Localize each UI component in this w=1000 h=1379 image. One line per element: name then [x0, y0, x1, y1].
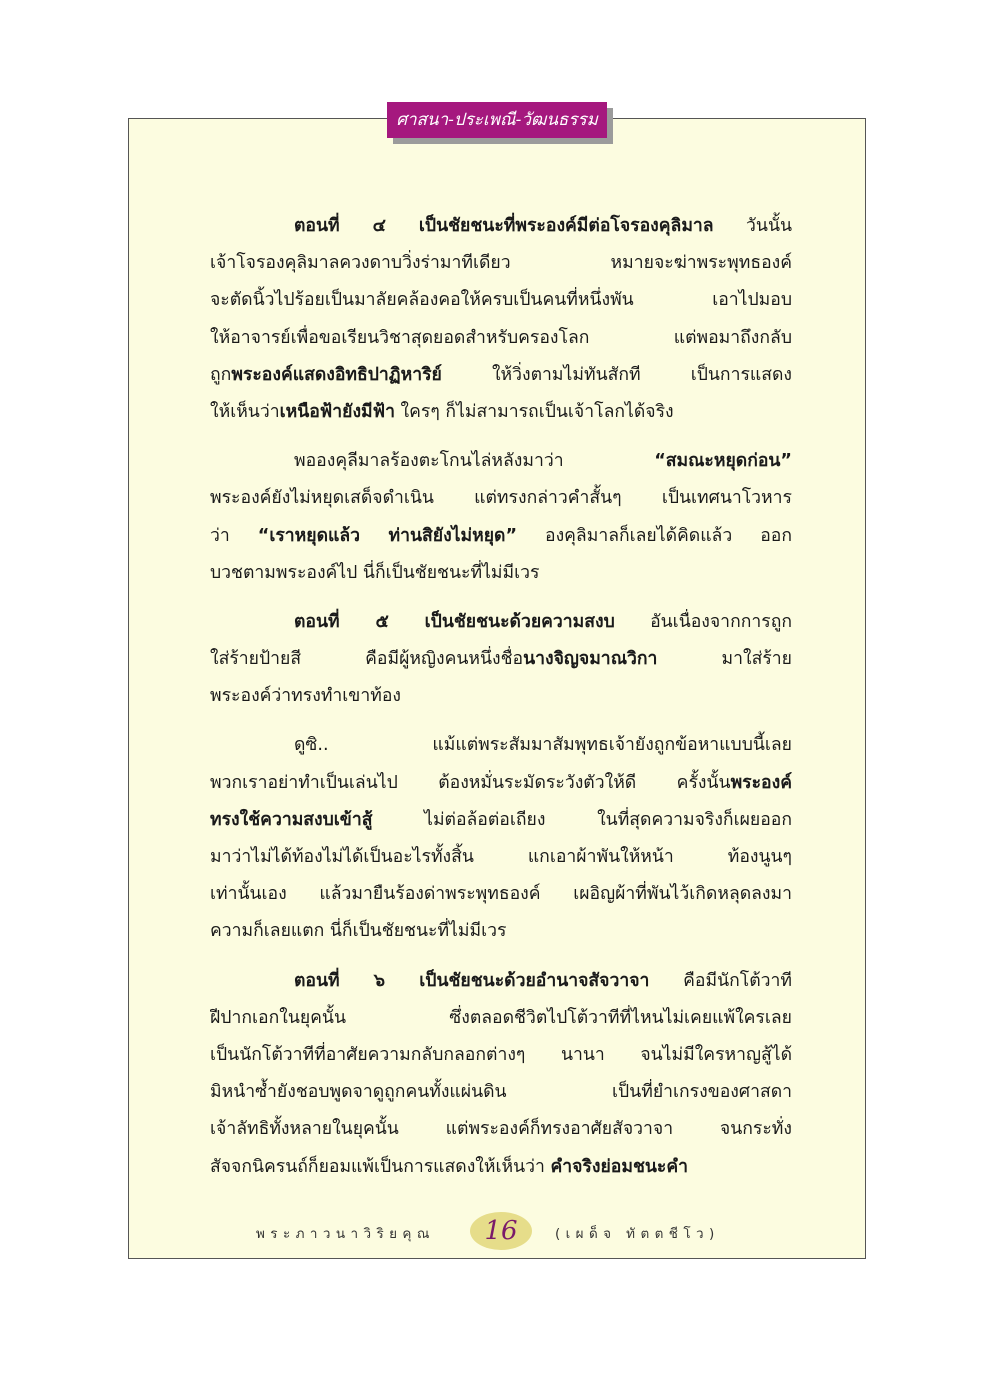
text-line: [210, 839, 792, 876]
text-segment: เท่านั้นเอง แล้วมายืนร้องด่าพระพุทธองค์ เผอิญผ้าที่พันไว้เกิดหลุดลงมา: [210, 884, 792, 905]
text-segment: ใครๆ ก็ไม่สามารถเป็นเจ้าโลกได้จริง: [394, 401, 674, 422]
text-segment: พวกเราอย่าทำเป็นเล่นไป ต้องหมั่นระมัดระวังตัวให้ดี ครั้งนั้น: [210, 772, 731, 793]
text-segment: วันนั้น: [713, 216, 792, 236]
text-segment: ใส่ร้ายป้ายสี คือมีผู้หญิงคนหนึ่งชื่อ: [210, 649, 524, 670]
text-segment: พอองคุลีมาลร้องตะโกนไล่หลังมาว่า: [294, 451, 655, 472]
text-segment: เจ้าโจรองคุลิมาลควงดาบวิ่งร่ามาทีเดียว หมายจะฆ่าพระพุทธองค์: [210, 253, 792, 274]
bold-phrase: นางจิญจมาณวิกา: [523, 649, 658, 670]
text-segment: ให้วิ่งตามไม่ทันสักที เป็นการแสดง: [441, 364, 792, 385]
paragraph: [210, 443, 792, 592]
text-segment: องคุลิมาลก็เลยได้คิดแล้ว ออก: [517, 525, 792, 546]
text-line: [210, 604, 792, 641]
bold-phrase: พระองค์: [730, 772, 792, 793]
text-segment: จะตัดนิ้วไปร้อยเป็นมาลัยคล้องคอให้ครบเป็นคนที่หนึ่งพัน เอาไปมอบ: [210, 290, 792, 311]
text-segment: เจ้าลัทธิทั้งหลายในยุคนั้น แต่พระองค์ก็ทรงอาศัยสัจวาจา จนกระทั่ง: [210, 1119, 792, 1140]
bold-phrase: ตอนที่ ๔ เป็นชัยชนะที่พระองค์มีต่อโจรองคุลิมาล: [294, 216, 714, 236]
bold-phrase: “เราหยุดแล้ว ท่านสิยังไม่หยุด”: [257, 525, 518, 546]
bold-phrase: เหนือฟ้ายังมีฟ้า: [279, 401, 395, 422]
text-segment: สัจจกนิครนถ์ก็ยอมแพ้เป็นการแสดงให้เห็นว่า: [210, 1156, 551, 1177]
body-text: [210, 208, 792, 1198]
text-line: [210, 963, 792, 1000]
text-segment: เป็นนักโต้วาทีที่อาศัยความกลับกลอกต่างๆ นานา จนไม่มีใครหาญสู้ได้: [210, 1044, 792, 1065]
text-line: [210, 1111, 792, 1148]
paragraph: [210, 963, 792, 1186]
text-segment: มาใส่ร้าย: [657, 649, 792, 670]
text-line: [210, 443, 792, 480]
paragraph: [210, 208, 792, 431]
text-line: [210, 245, 792, 282]
text-line: [210, 518, 792, 555]
text-line: [210, 876, 792, 913]
text-line: [210, 765, 792, 802]
text-segment: ว่า: [210, 525, 258, 546]
bold-phrase: ตอนที่ ๕ เป็นชัยชนะด้วยความสงบ: [294, 611, 615, 632]
text-line: [210, 913, 792, 950]
text-line: [210, 1037, 792, 1074]
bold-phrase: คำจริงย่อมชนะคำ: [550, 1156, 689, 1177]
text-line: [210, 1074, 792, 1111]
bold-phrase: ตอนที่ ๖ เป็นชัยชนะด้วยอำนาจสัจวาจา: [294, 970, 650, 991]
page-number: 16: [484, 1216, 518, 1246]
text-line: [210, 1000, 792, 1037]
text-segment: ฝีปากเอกในยุคนั้น ซึ่งตลอดชีวิตไปโต้วาทีที่ไหนไม่เคยแพ้ใครเลย: [210, 1007, 792, 1028]
text-segment: บวชตามพระองค์ไป นี่ก็เป็นชัยชนะที่ไม่มีเวร: [210, 562, 540, 583]
text-segment: พระองค์ยังไม่หยุดเสด็จดำเนิน แต่ทรงกล่าวคำสั้นๆ เป็นเทศนาโวหาร: [210, 488, 792, 509]
footer-author: พระภาวนาวิริยคุณ: [256, 1226, 435, 1242]
text-line: [210, 208, 792, 245]
section-title: ศาสนา-ประเพณี-วัฒนธรรม: [396, 110, 598, 130]
text-segment: มิหนำซ้ำยังชอบพูดจาดูถูกคนทั้งแผ่นดิน เป็นที่ยำเกรงของศาสดา: [210, 1082, 792, 1103]
text-line: [210, 357, 792, 394]
text-segment: ความก็เลยแตก นี่ก็เป็นชัยชนะที่ไม่มีเวร: [210, 921, 507, 942]
text-segment: ดูซิ.. แม้แต่พระสัมมาสัมพุทธเจ้ายังถูกข้อหาแบบนี้เลย: [294, 735, 792, 756]
bold-phrase: ทรงใช้ความสงบเข้าสู้: [210, 809, 373, 830]
section-header-tab: [387, 102, 607, 138]
text-segment: อันเนื่องจากการถูก: [614, 611, 792, 632]
text-line: [210, 802, 792, 839]
text-line: [210, 641, 792, 678]
footer-author-name: (เผด็จ ทัตตชีโว): [555, 1226, 720, 1242]
text-line: [210, 394, 792, 431]
text-line: [210, 282, 792, 319]
text-segment: ไม่ต่อล้อต่อเถียง ในที่สุดความจริงก็เผยออก: [372, 809, 792, 830]
text-segment: มาว่าไม่ได้ท้องไม่ได้เป็นอะไรทั้งสิ้น แกเอาผ้าพันให้หน้า ท้องนูนๆ: [210, 847, 792, 867]
text-segment: ถูก: [210, 364, 232, 385]
bold-phrase: “สมณะหยุดก่อน”: [654, 451, 792, 472]
text-segment: ให้อาจารย์เพื่อขอเรียนวิชาสุดยอดสำหรับครองโลก แต่พอมาถึงกลับ: [210, 327, 792, 348]
text-segment: ให้เห็นว่า: [210, 401, 280, 422]
text-line: [210, 320, 792, 357]
text-segment: คือมีนักโต้วาที: [649, 970, 792, 991]
paragraph: [210, 727, 792, 950]
page-footer: [0, 1212, 1000, 1252]
bold-phrase: พระองค์แสดงอิทธิปาฏิหาริย์: [231, 364, 442, 385]
paragraph: [210, 604, 792, 716]
text-segment: พระองค์ว่าทรงทำเขาท้อง: [210, 686, 401, 707]
text-line: [210, 480, 792, 517]
text-line: [210, 727, 792, 764]
text-line: [210, 1149, 792, 1186]
text-line: [210, 555, 792, 592]
text-line: [210, 678, 792, 715]
